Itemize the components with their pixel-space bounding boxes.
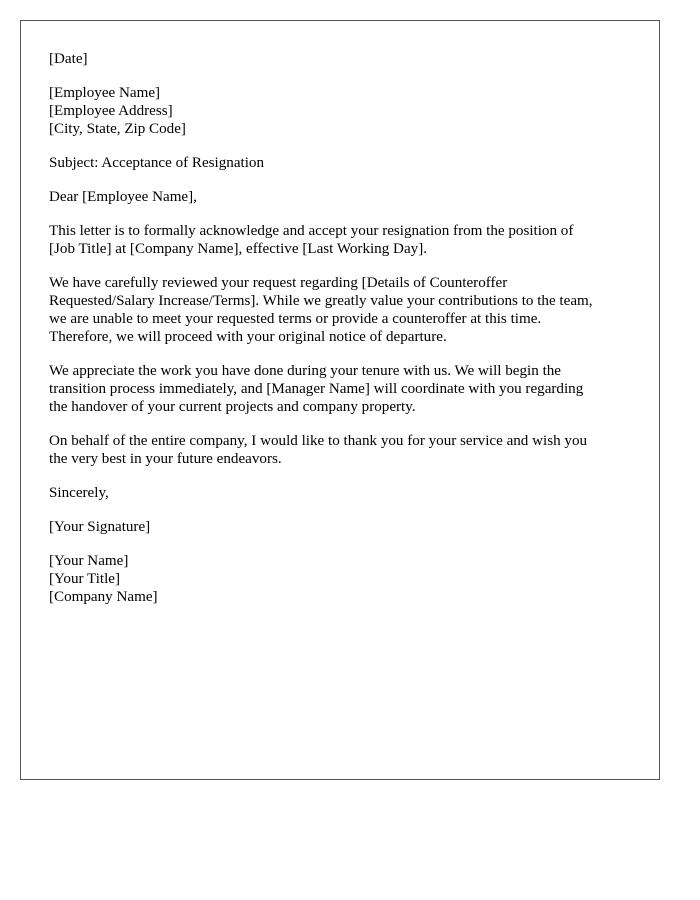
body-paragraph-4: [49, 432, 631, 468]
paragraph-line: transition process immediately, and [Manager Name] will coordinate with you regarding: [49, 381, 584, 397]
closing-text: Sincerely,: [49, 485, 109, 501]
letter-date: [49, 50, 631, 68]
recipient-city-state-zip: [City, State, Zip Code]: [49, 121, 186, 137]
sender-title: [Your Title]: [49, 571, 121, 587]
body-paragraph-2: [49, 274, 631, 346]
letter-page: [20, 20, 660, 780]
paragraph-line: On behalf of the entire company, I would like to thank you for your service and wish you: [49, 433, 588, 449]
paragraph-line: Therefore, we will proceed with your original notice of departure.: [49, 329, 447, 345]
paragraph-line: We have carefully reviewed your request regarding [Details of Counteroffer: [49, 275, 508, 291]
paragraph-line: the handover of your current projects and company property.: [49, 399, 416, 415]
paragraph-line: we are unable to meet your requested terms or provide a counteroffer at this time.: [49, 311, 542, 327]
sender-block: [49, 552, 631, 606]
body-paragraph-1: [49, 222, 631, 258]
paragraph-line: the very best in your future endeavors.: [49, 451, 282, 467]
salutation-text: Dear [Employee Name],: [49, 189, 197, 205]
subject-text: Subject: Acceptance of Resignation: [49, 155, 265, 171]
letter-salutation: [49, 188, 631, 206]
paragraph-line: We appreciate the work you have done during your tenure with us. We will begin the: [49, 363, 562, 379]
recipient-address: [Employee Address]: [49, 103, 173, 119]
recipient-address-block: [49, 84, 631, 138]
sender-name: [Your Name]: [49, 553, 129, 569]
signature-block: [49, 518, 631, 536]
date-text: [Date]: [49, 51, 88, 67]
paragraph-line: Requested/Salary Increase/Terms]. While we greatly value your contributions to the team,: [49, 293, 593, 309]
recipient-name: [Employee Name]: [49, 85, 161, 101]
sender-company: [Company Name]: [49, 589, 158, 605]
paragraph-line: This letter is to formally acknowledge and accept your resignation from the position of: [49, 223, 574, 239]
letter-closing: [49, 484, 631, 502]
letter-subject: [49, 154, 631, 172]
paragraph-line: [Job Title] at [Company Name], effective [Last Working Day].: [49, 241, 427, 257]
body-paragraph-3: [49, 362, 631, 416]
signature-placeholder: [Your Signature]: [49, 519, 151, 535]
